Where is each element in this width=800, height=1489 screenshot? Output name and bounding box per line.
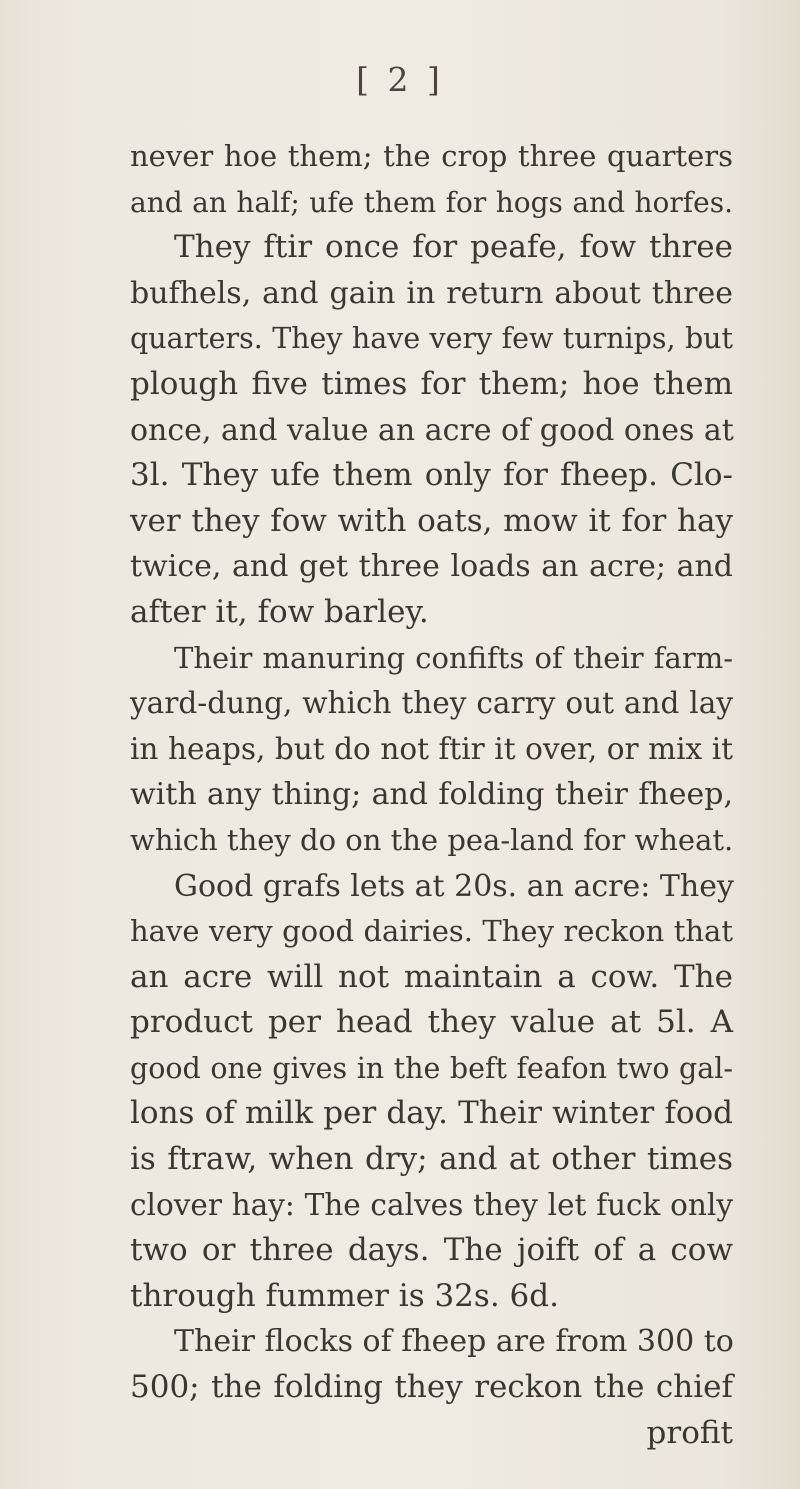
text-line: with any thing; and folding their fheep,: [130, 777, 733, 813]
text-line: which they do on the pea-land for wheat.: [130, 822, 734, 857]
text-line: plough five times for them; hoe them: [130, 365, 733, 402]
text-line: clover hay: The calves they let fuck only: [130, 1187, 733, 1222]
text-line: two or three days. The joift of a cow: [130, 1232, 733, 1269]
text-line: once, and value an acre of good ones at: [130, 412, 734, 448]
text-line: Good grafs lets at 20s. an acre: They: [174, 868, 734, 904]
text-line: and an half; ufe them for hogs and horfes.: [130, 185, 733, 219]
body-text: [130, 134, 733, 1456]
text-line: 500; the folding they reckon the chief: [130, 1369, 733, 1406]
text-line: quarters. They have very few turnips, but: [130, 322, 733, 356]
text-line: yard-dung, which they carry out and lay: [130, 686, 733, 721]
text-line: twice, and get three loads an acre; and: [130, 549, 733, 585]
text-line: They ftir once for peafe, fow three: [174, 229, 733, 266]
text-line: good one gives in the beft feafon two gal-: [130, 1051, 733, 1085]
text-line: product per head they value at 5l. A: [130, 1004, 733, 1041]
text-line: never hoe them; the crop three quarters: [130, 139, 733, 173]
text-line: is ftraw, when dry; and at other times: [130, 1141, 733, 1178]
text-line: lons of milk per day. Their winter food: [130, 1095, 733, 1132]
text-line: Their manuring confifts of their farm-: [174, 640, 733, 675]
text-line: through fummer is 32s. 6d.: [130, 1277, 559, 1314]
catchword: profit: [646, 1414, 733, 1451]
text-line: in heaps, but do not ftir it over, or mix it: [130, 731, 733, 766]
text-line: after it, fow barley.: [130, 593, 429, 630]
page-number: [ 2 ]: [356, 60, 444, 99]
text-line: have very good dairies. They reckon that: [130, 914, 733, 949]
text-line: ver they fow with oats, mow it for hay: [130, 502, 733, 539]
text-line: an acre will not maintain a cow. The: [130, 958, 733, 995]
text-line: Their flocks of fheep are from 300 to: [174, 1324, 734, 1360]
text-line: bufhels, and gain in return about three: [130, 275, 733, 311]
text-line: 3l. They ufe them only for fheep. Clo-: [130, 457, 733, 494]
